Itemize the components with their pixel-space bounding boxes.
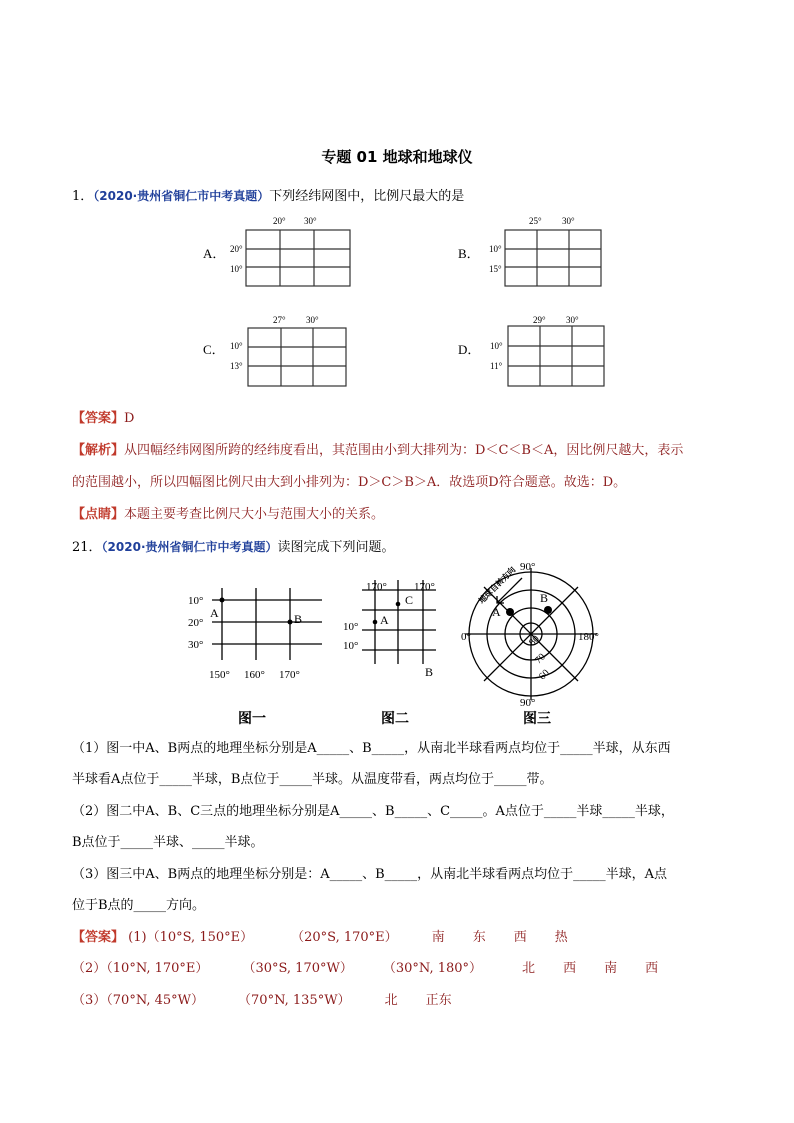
option-a-lat-2: 10°: [230, 264, 243, 274]
q1-analysis-1: 从四幅经纬网图所跨的经纬度看出，其范围由小到大排列为：D＜C＜B＜A，因比例尺越大，表示: [124, 443, 684, 458]
ans1-c: 南: [431, 930, 445, 945]
option-b-lat-1: 10°: [489, 244, 502, 254]
figure-2-caption: 图二: [381, 711, 409, 727]
figure-2-lon-2: 170°: [414, 581, 435, 593]
figure-3-caption: 图三: [523, 711, 551, 727]
figure-3-ring-60: 60: [536, 667, 552, 683]
q1-point-line: [72, 506, 732, 524]
ans2-g: 西: [645, 961, 659, 976]
ans3-b: （70°N, 135°W）: [238, 993, 351, 1008]
option-b-grid: [505, 230, 601, 286]
option-d-lat-1: 10°: [490, 341, 503, 351]
option-a-lon-1: 20°: [273, 216, 286, 226]
q1-answer-line: [72, 410, 732, 428]
figure-2-point-a-dot: [373, 620, 378, 625]
q1-number: 1．: [72, 189, 94, 204]
q1-stem-line: [72, 187, 732, 206]
ans3-c: 北: [384, 993, 398, 1008]
option-d-grid: [508, 326, 604, 386]
ans1-f: 热: [554, 930, 568, 945]
ans3-d: 正东: [425, 993, 452, 1008]
option-b-lon-1: 25°: [529, 216, 542, 226]
figure-3-ring-70: 70: [532, 651, 548, 667]
figure-3-right-label: 180°: [578, 631, 599, 643]
q21-sub3-line-2: 位于B点的_____方向。: [72, 898, 206, 913]
figure-2-point-a: A: [380, 613, 389, 627]
option-d-lat-2: 11°: [490, 361, 503, 371]
option-b-lon-2: 30°: [562, 216, 575, 226]
figure-3-top-label: 90°: [520, 561, 536, 573]
q1-answer: D: [124, 411, 135, 426]
option-c-lon-1: 27°: [273, 315, 286, 325]
figure-1-point-b-dot: [288, 620, 293, 625]
ans2-d: 北: [522, 961, 536, 976]
figure-2-point-b: B: [425, 665, 434, 679]
figure-3-point-b: B: [540, 591, 549, 605]
q21-sub2-line-2: B点位于_____半球、_____半球。: [72, 835, 264, 850]
ans1-e: 西: [513, 930, 527, 945]
figure-3-point-b-dot: [544, 606, 552, 614]
ans1-d: 东: [472, 930, 486, 945]
option-d-lon-1: 29°: [533, 315, 546, 325]
option-d-label: D．: [458, 342, 481, 357]
figure-1-lon-150: 150°: [209, 669, 230, 681]
q21-answer-line-2: [72, 960, 732, 978]
q1-point-tag: 【点睛】: [72, 507, 125, 522]
q1-option-grids: [0, 212, 794, 392]
ans2-e: 西: [563, 961, 577, 976]
figure-1-lat-20: 20°: [188, 617, 204, 629]
q21-sub3-line-1: （3）图三中A、B两点的地理坐标分别是：A_____、B_____，从南北半球看两点均位于_____半球，A点: [72, 867, 668, 882]
ans3-a: （3）（70°N, 45°W）: [72, 993, 205, 1008]
option-b-label: B．: [458, 246, 480, 261]
figure-3-point-a: A: [492, 605, 501, 619]
figure-1-lon-160: 160°: [244, 669, 265, 681]
figure-1-point-a-dot: [220, 598, 225, 603]
q21-number: 21．: [72, 540, 102, 555]
q1-point: 本题主要考查比例尺大小与范围大小的关系。: [124, 507, 385, 522]
option-a-lon-2: 30°: [304, 216, 317, 226]
option-c-lat-2: 13°: [230, 361, 243, 371]
q21-stem: 读图完成下列问题。: [277, 540, 395, 555]
ans2-b: （30°S, 170°W）: [242, 961, 353, 976]
figure-1-lat-10: 10°: [188, 595, 204, 607]
ans2-a: （2）（10°N, 170°E）: [72, 961, 209, 976]
q21-sub1-line-1: （1）图一中A、B两点的地理坐标分别是A_____、B_____，从南北半球看两点均位于_____半球，从东西: [72, 741, 671, 756]
q21-answer-tag: 【答案】: [72, 930, 125, 945]
ans2-f: 南: [604, 961, 618, 976]
figure-2-lon-1: 170°: [366, 581, 387, 593]
figure-2-lat-1: 10°: [343, 621, 359, 633]
q21-sub1-line-2: 半球看A点位于_____半球，B点位于_____半球。从温度带看，两点均位于_____带。: [72, 772, 553, 787]
q1-analysis-tag: 【解析】: [72, 443, 125, 458]
figure-1-caption: 图一: [238, 711, 266, 727]
q21-source: （2020·贵州省铜仁市中考真题）: [101, 540, 278, 554]
figure-3-point-a-dot: [506, 608, 514, 616]
option-c-grid: [248, 328, 346, 386]
page-title: 专题 01 地球和地球仪: [321, 148, 473, 166]
option-a-lat-1: 20°: [230, 244, 243, 254]
figure-2-point-c: C: [405, 593, 414, 607]
figure-1-lon-170: 170°: [279, 669, 300, 681]
figure-3-arrow-text: 地球自转方向: [477, 565, 518, 606]
option-c-label: C．: [203, 342, 225, 357]
option-a-grid: [246, 230, 350, 286]
figure-2-lat-2: 10°: [343, 640, 359, 652]
q21-answer-line-3: [72, 992, 732, 1010]
q1-source: （2020·贵州省铜仁市中考真题）: [93, 189, 270, 203]
q21-stem-line: [72, 538, 732, 557]
ans2-c: （30°N, 180°）: [382, 961, 483, 976]
option-c-lon-2: 30°: [306, 315, 319, 325]
figure-2-point-c-dot: [396, 602, 401, 607]
figure-1-point-a: A: [210, 606, 219, 620]
q21-sub2-line-1: （2）图二中A、B、C三点的地理坐标分别是A_____、B_____、C_____。A点位于_____半球_____半球，: [72, 804, 674, 819]
figure-1-point-b: B: [294, 612, 303, 626]
q1-analysis-line-1: [72, 442, 732, 460]
ans1-b: （20°S, 170°E）: [291, 930, 398, 945]
figure-3-left-label: 0°: [461, 631, 471, 643]
option-b-lat-2: 15°: [489, 264, 502, 274]
q21-answer-line-1: [72, 929, 732, 947]
figure-3-ring-80: 80: [526, 633, 542, 649]
q1-analysis-2: 的范围越小，所以四幅图比例尺由大到小排列为：D＞C＞B＞A．故选项D符合题意。故选：D。: [72, 475, 627, 490]
option-a-label: A．: [203, 246, 226, 261]
option-c-lat-1: 10°: [230, 341, 243, 351]
ans1-a: (1)（10°S, 150°E）: [128, 930, 254, 945]
q1-answer-tag: 【答案】: [72, 411, 125, 426]
figure-1-lat-30: 30°: [188, 639, 204, 651]
q21-figures: [0, 560, 794, 710]
option-d-lon-2: 30°: [566, 315, 579, 325]
q1-stem: 下列经纬网图中，比例尺最大的是: [269, 189, 465, 204]
figure-3-bottom-label: 90°: [520, 697, 536, 709]
figure-1-grid: [212, 588, 322, 660]
